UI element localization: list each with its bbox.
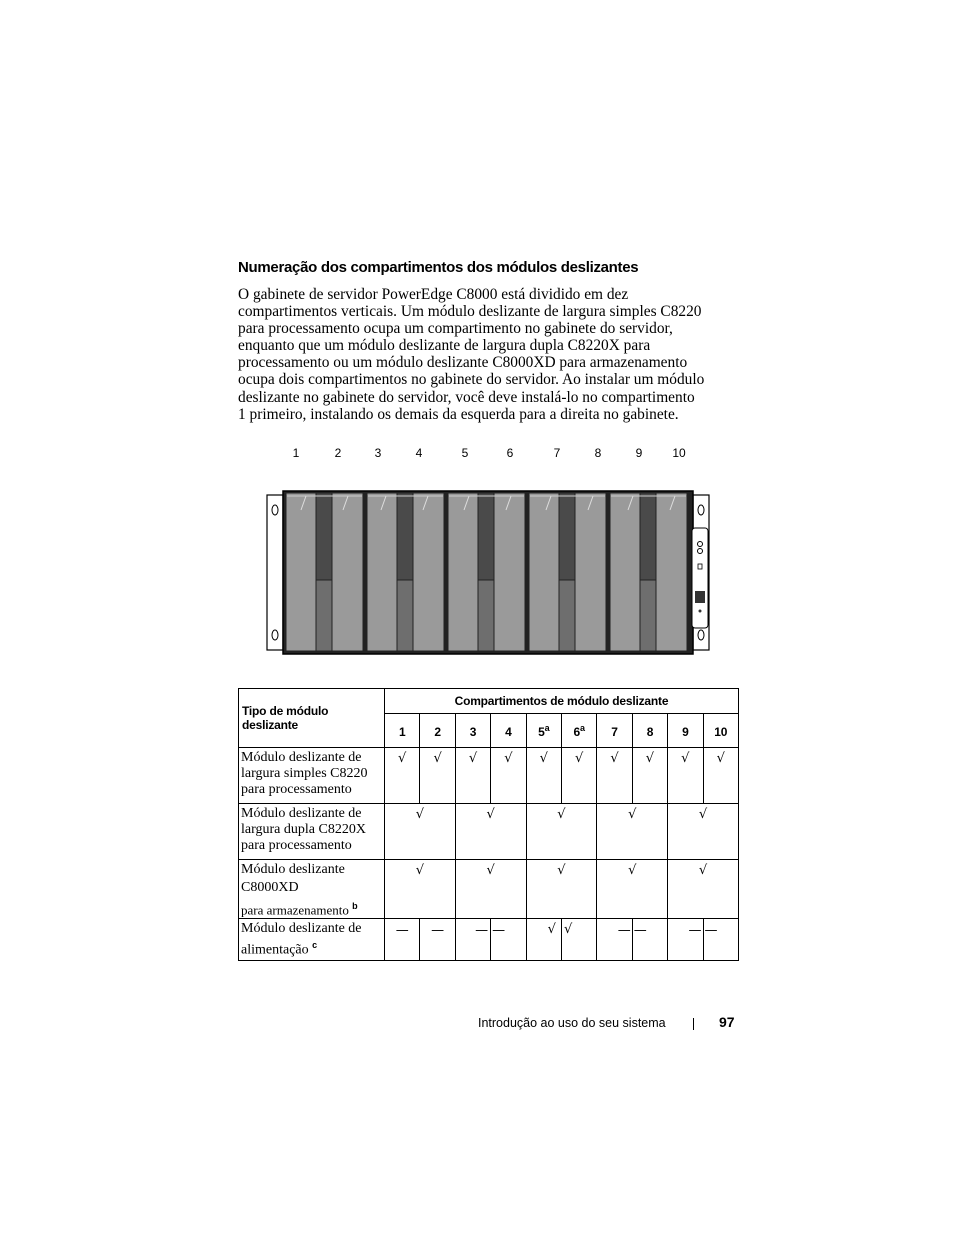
bay-number-header: 9: [668, 714, 703, 748]
check-cell: √: [526, 804, 597, 860]
sled-left: [610, 493, 640, 651]
mounting-hole: [698, 505, 704, 515]
sled-right: [575, 493, 606, 651]
check-cell: √: [597, 804, 668, 860]
indicator-led: [698, 542, 703, 547]
sled-left: [367, 493, 397, 651]
footer-divider: [693, 1018, 694, 1030]
callout-label: 8: [594, 446, 602, 460]
check-cell: √: [703, 748, 738, 804]
callout-label: 1: [292, 446, 300, 460]
paragraph-line: processamento ou um módulo deslizante C8000XD para armazenamento: [238, 354, 688, 372]
check-cell: √: [597, 748, 632, 804]
sled-divider-upper: [559, 493, 575, 580]
chassis-bay-figure: [258, 440, 718, 660]
callout-label: 10: [672, 446, 686, 460]
check-cell: √: [455, 860, 526, 919]
sled-right: [332, 493, 363, 651]
section-heading: Numeração dos compartimentos dos módulos deslizantes: [238, 259, 639, 276]
bay-number-header: 2: [420, 714, 455, 748]
footer-section-title: Introdução ao uso do seu sistema: [478, 1016, 666, 1030]
bay-number-header: 6$^a$: [561, 714, 596, 748]
dash-cell: —: [668, 919, 703, 961]
table-row: [239, 919, 739, 961]
callout-label: 4: [415, 446, 423, 460]
status-indicator: [698, 564, 702, 569]
check-cell: √: [455, 804, 526, 860]
mounting-hole: [698, 630, 704, 640]
bay-number-header: 3: [455, 714, 490, 748]
sled-divider-lower: [397, 580, 413, 651]
sled-right: [656, 493, 687, 651]
check-cell: √: [632, 748, 667, 804]
dash-cell: —: [703, 919, 738, 961]
check-cell: √: [491, 748, 526, 804]
paragraph-line: 1 primeiro, instalando os demais da esquerda para a direita no gabinete.: [238, 405, 679, 423]
indicator-led: [698, 549, 703, 554]
bay-compatibility-table: [238, 688, 739, 961]
sled-type-header: Tipo de módulo deslizante: [239, 689, 385, 748]
callout-label: 2: [334, 446, 342, 460]
check-cell: √: [597, 860, 668, 919]
paragraph-line: compartimentos verticais. Um módulo deslizante de largura simples C8220: [238, 303, 702, 321]
check-cell: √: [526, 748, 561, 804]
table-row: [239, 860, 739, 919]
bays-group-header: Compartimentos de módulo deslizante: [385, 689, 739, 714]
row-label: Módulo deslizante de largura dupla C8220X para processamento: [239, 804, 385, 860]
check-cell: √: [420, 748, 455, 804]
bay-number-header: 7: [597, 714, 632, 748]
mounting-hole: [272, 630, 278, 640]
paragraph-line: para processamento ocupa um compartimento no gabinete do servidor,: [238, 320, 673, 338]
network-port-icon: [695, 591, 705, 603]
dash-cell: —: [597, 919, 632, 961]
sled-left: [448, 493, 478, 651]
bay-number-header: 10: [703, 714, 738, 748]
sled-right: [494, 493, 525, 651]
mounting-hole: [272, 505, 278, 515]
check-cell: √: [526, 860, 597, 919]
table-row: [239, 804, 739, 860]
callout-label: 9: [635, 446, 643, 460]
sled-divider-lower: [559, 580, 575, 651]
check-cell: √: [526, 919, 561, 961]
dash-cell: —: [491, 919, 526, 961]
callout-label: 5: [461, 446, 469, 460]
callout-label: 6: [506, 446, 514, 460]
sled-left: [286, 493, 316, 651]
dash-cell: —: [455, 919, 490, 961]
sled-divider-upper: [640, 493, 656, 580]
dash-cell: —: [385, 919, 420, 961]
check-cell: √: [668, 748, 703, 804]
bay-number-header: 8: [632, 714, 667, 748]
bay-number-header: 1: [385, 714, 420, 748]
check-cell: √: [385, 748, 420, 804]
check-cell: √: [561, 748, 596, 804]
power-indicator: [699, 610, 702, 613]
row-label: Módulo deslizante C8000XD para armazenamento $^b$: [239, 860, 385, 919]
row-label: Módulo deslizante de alimentação $^c$: [239, 919, 385, 961]
left-rack-ear: [267, 495, 283, 650]
sled-divider-lower: [478, 580, 494, 651]
bay-number-header: 5$^a$: [526, 714, 561, 748]
bay-number-header: 4: [491, 714, 526, 748]
check-cell: √: [561, 919, 596, 961]
check-cell: √: [385, 804, 456, 860]
row-label: Módulo deslizante de largura simples C8220 para processamento: [239, 748, 385, 804]
chassis-front-view: [258, 440, 718, 660]
paragraph-line: enquanto que um módulo deslizante de largura dupla C8220X para: [238, 337, 651, 355]
table-row: [239, 748, 739, 804]
page-number: 97: [719, 1014, 735, 1030]
check-cell: √: [668, 860, 739, 919]
sled-left: [529, 493, 559, 651]
callout-label: 7: [553, 446, 561, 460]
dash-cell: —: [420, 919, 455, 961]
check-cell: √: [668, 804, 739, 860]
sled-divider-upper: [478, 493, 494, 580]
dash-cell: —: [632, 919, 667, 961]
sled-divider-upper: [316, 493, 332, 580]
sled-divider-lower: [316, 580, 332, 651]
sled-divider-upper: [397, 493, 413, 580]
sled-right: [413, 493, 444, 651]
paragraph-line: ocupa dois compartimentos no gabinete do servidor. Ao instalar um módulo: [238, 371, 705, 389]
paragraph-line: O gabinete de servidor PowerEdge C8000 está dividido em dez: [238, 286, 629, 303]
check-cell: √: [455, 748, 490, 804]
check-cell: √: [385, 860, 456, 919]
paragraph-line: deslizante no gabinete do servidor, você deve instalá-lo no compartimento: [238, 388, 695, 406]
sled-divider-lower: [640, 580, 656, 651]
callout-label: 3: [374, 446, 382, 460]
intro-paragraph: [238, 286, 738, 423]
